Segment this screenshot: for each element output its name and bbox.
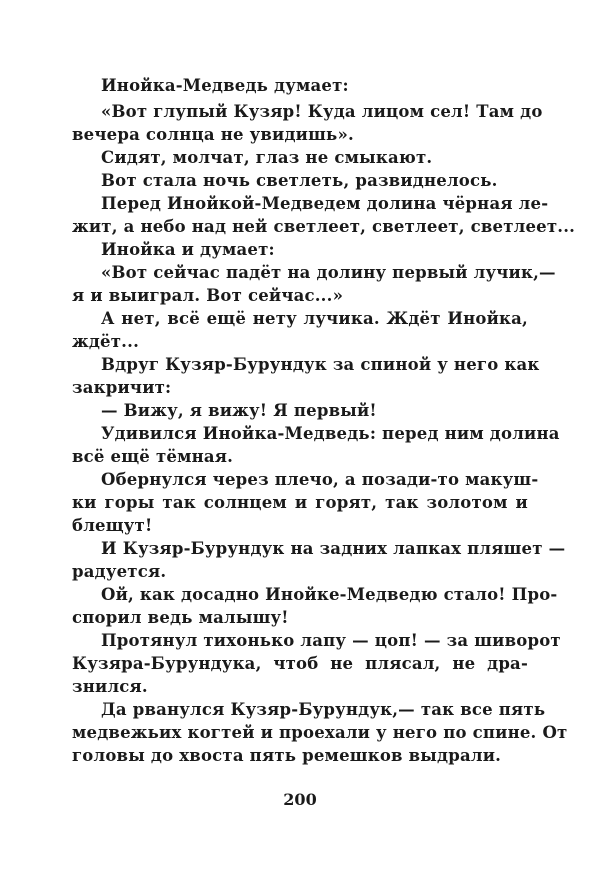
text-line: Инойка-Медведь думает: [101, 76, 349, 95]
text-line: А нет, всё ещё нету лучика. Ждёт Инойка, [101, 309, 528, 328]
text-line: блещут! [72, 516, 153, 535]
text-line: вечера солнца не увидишь». [72, 125, 354, 144]
text-line: ждёт... [72, 332, 140, 351]
text-line: медвежьих когтей и проехали у него по спине. От [72, 723, 568, 742]
text-line: Сидят, молчат, глаз не смыкают. [101, 148, 433, 167]
text-line: «Вот глупый Кузяр! Куда лицом сел! Там до [101, 102, 543, 121]
text-line: Вот стала ночь светлеть, развиднелось. [101, 171, 498, 190]
text-line: И Кузяр-Бурундук на задних лапках пляшет — [101, 539, 566, 558]
text-line: Обернулся через плечо, а позади-то макуш- [101, 470, 539, 489]
text-line: радуется. [72, 562, 167, 581]
text-line: «Вот сейчас падёт на долину первый лучик,— [101, 263, 556, 282]
text-line: Удивился Инойка-Медведь: перед ним долина [101, 424, 560, 443]
text-line: Протянул тихонько лапу — цоп! — за шиворот [101, 631, 561, 650]
text-line: ки горы так солнцем и горят, так золотом и [72, 493, 528, 512]
text-line: Кузяра-Бурундука, чтоб не плясал, не дра- [72, 654, 528, 673]
text-line: жит, а небо над ней светлеет, светлеет, светлеет... [72, 217, 576, 236]
text-line: закричит: [72, 378, 172, 397]
text-line: Инойка и думает: [101, 240, 275, 259]
text-line: я и выиграл. Вот сейчас...» [72, 286, 344, 305]
text-line: Вдруг Кузяр-Бурундук за спиной у него как [101, 355, 540, 374]
text-line: знился. [72, 677, 148, 696]
text-line: Да рванулся Кузяр-Бурундук,— так все пять [101, 700, 546, 719]
text-line: всё ещё тёмная. [72, 447, 234, 466]
text-line: спорил ведь малышу! [72, 608, 289, 627]
text-line: Перед Инойкой-Медведем долина чёрная ле- [101, 194, 549, 213]
text-line: Ой, как досадно Инойке-Медведю стало! Про- [101, 585, 558, 604]
text-line: головы до хвоста пять ремешков выдрали. [72, 746, 502, 765]
page-number: 200 [283, 790, 317, 809]
text-line: — Вижу, я вижу! Я первый! [101, 401, 377, 420]
